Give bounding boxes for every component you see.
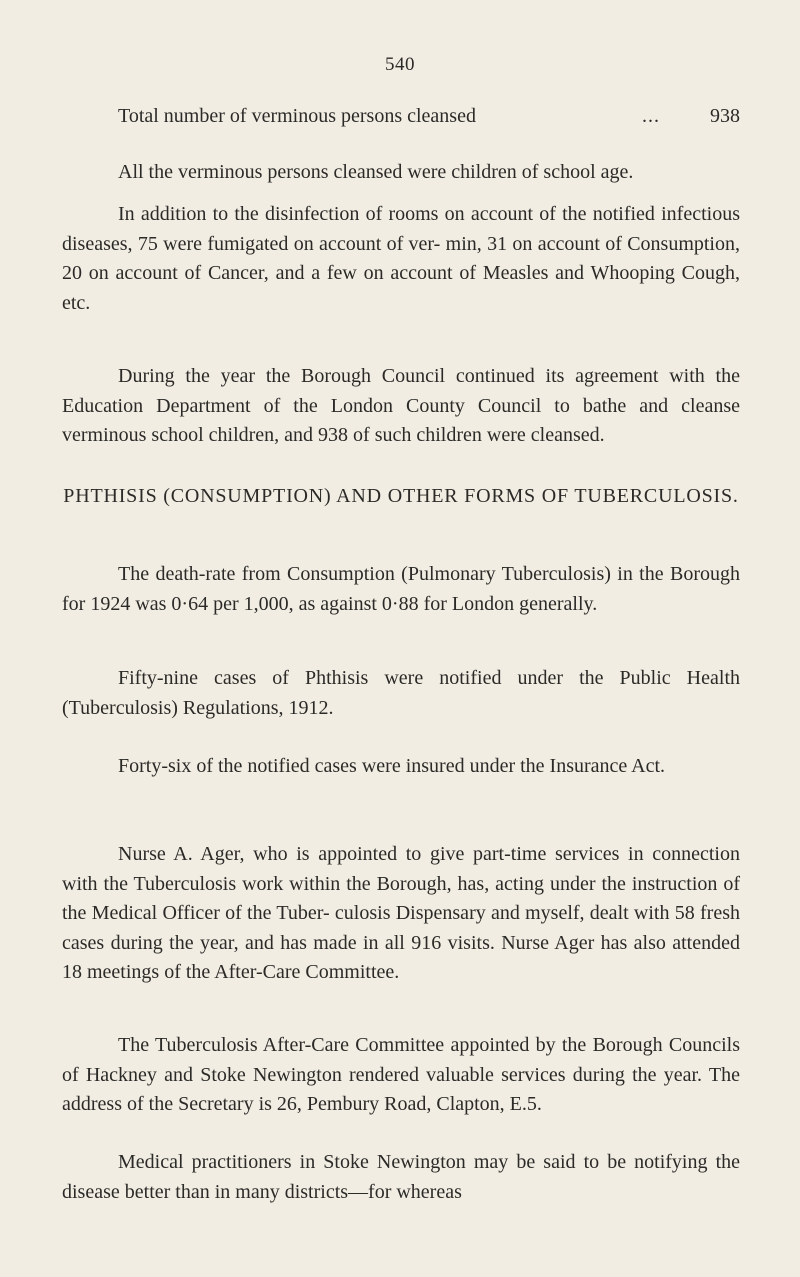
paragraph-medical-practitioners: Medical practitioners in Stoke Newington may be said to be notifying the disease better than in many districts—for whereas [62, 1151, 740, 1203]
paragraph-school-age: All the verminous persons cleansed were children of school age. [118, 161, 634, 183]
page-number: 540 [385, 54, 415, 75]
total-label: Total number of verminous persons cleansed [118, 105, 476, 127]
total-value: 938 [710, 105, 740, 127]
paragraph-insured-cases: Forty-six of the notified cases were insured under the Insurance Act. [118, 755, 666, 777]
paragraph-nurse-ager: Nurse A. Ager, who is appointed to give part-time services in connection with the Tuberculosis work within the Borough, has, acting under the instruction of the Medical Officer of the Tuber- culosis Dispensary and myself, dealt with 58 fresh cases during the year, and has made in all 916 visits. Nurse Ager has also attended 18 meetings of the After-Care Committee. [62, 843, 740, 983]
paragraph-fumigation: In addition to the disinfection of rooms on account of the notified infectious diseases, 75 were fumigated on account of ver- min, 31 on account of Consumption, 20 on account of Cancer, and a few on account of Measles and Whooping Cough, etc. [62, 203, 740, 314]
section-heading: PHTHISIS (CONSUMPTION) AND OTHER FORMS OF TUBERCULOSIS. [63, 485, 739, 507]
total-verminous-line [118, 105, 740, 128]
paragraph-after-care-committee: The Tuberculosis After-Care Committee appointed by the Borough Councils of Hackney and Stoke Newington rendered valuable services during the year. The address of the Secretary is 26, Pembury Road, Clapton, E.5. [62, 1034, 740, 1115]
leader-dots: ... [642, 105, 660, 127]
paragraph-death-rate: The death-rate from Consumption (Pulmonary Tuberculosis) in the Borough for 1924 was 0·64 per 1,000, as against 0·88 for London generally. [62, 563, 740, 615]
paragraph-education-agreement: During the year the Borough Council continued its agreement with the Education Department of the London County Council to bathe and cleanse verminous school children, and 938 of such children were cleansed. [62, 365, 740, 446]
paragraph-phthisis-notified: Fifty-nine cases of Phthisis were notified under the Public Health (Tuberculosis) Regulations, 1912. [62, 667, 740, 719]
